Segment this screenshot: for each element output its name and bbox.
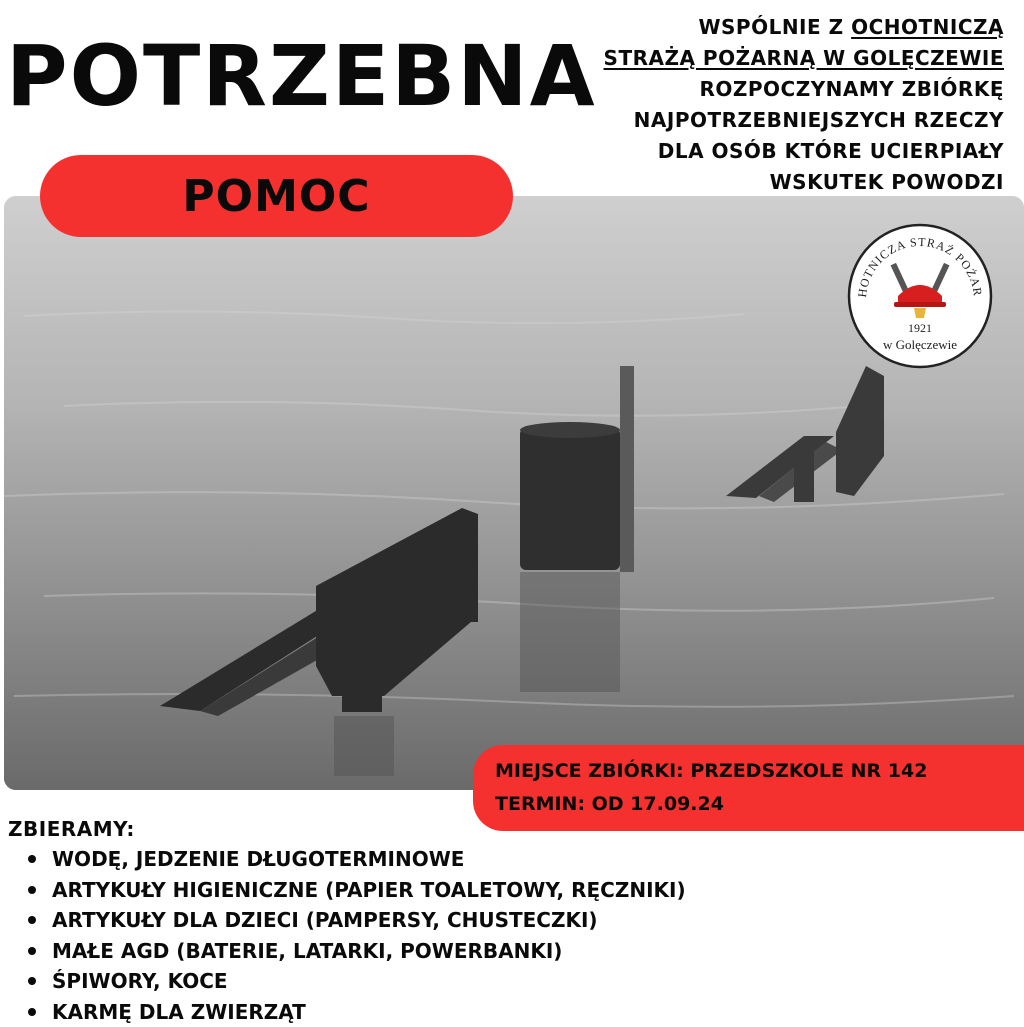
bullet-icon <box>28 855 36 863</box>
osp-link-part-1: OCHOTNICZĄ <box>851 15 1004 39</box>
bullet-icon <box>28 886 36 894</box>
list-item: ARTYKUŁY HIGIENICZNE (PAPIER TOALETOWY, RĘCZNIKI) <box>28 875 686 906</box>
list-item: MAŁE AGD (BATERIE, LATARKI, POWERBANKI) <box>28 936 686 967</box>
bullet-icon <box>28 1008 36 1016</box>
headline-title: POTRZEBNA <box>6 34 597 118</box>
bullet-icon <box>28 977 36 985</box>
collection-info-box <box>473 745 1024 831</box>
intro-line-2 <box>534 43 1004 74</box>
needs-list-section <box>8 814 686 1027</box>
intro-text <box>534 12 1004 198</box>
intro-line-5: DLA OSÓB KTÓRE UCIERPIAŁY <box>534 136 1004 167</box>
list-item: KARMĘ DLA ZWIERZĄT <box>28 997 686 1027</box>
pomoc-badge: POMOC <box>40 155 513 237</box>
needs-list <box>8 844 686 1027</box>
collection-term: TERMIN: OD 17.09.24 <box>495 788 1024 821</box>
bullet-icon <box>28 947 36 955</box>
seal-arc-text: HOTNICZA STRAŻ POŻAR <box>846 222 985 298</box>
intro-line-1: WSPÓLNIE Z OCHOTNICZĄ <box>534 12 1004 43</box>
fire-brigade-seal-icon <box>846 222 994 370</box>
needs-label: ZBIERAMY: <box>8 814 686 844</box>
seal-year: 1921 <box>908 321 932 335</box>
bullet-icon <box>28 916 36 924</box>
intro-line-6: WSKUTEK POWODZI <box>534 167 1004 198</box>
list-item: ŚPIWORY, KOCE <box>28 966 686 997</box>
intro-line-3: ROZPOCZYNAMY ZBIÓRKĘ <box>534 74 1004 105</box>
seal-place: w Golęczewie <box>883 337 957 352</box>
osp-link-part-2: STRAŻĄ POŻARNĄ W GOLĘCZEWIE <box>604 46 1004 70</box>
intro-line-4: NAJPOTRZEBNIEJSZYCH RZECZY <box>534 105 1004 136</box>
list-item: WODĘ, JEDZENIE DŁUGOTERMINOWE <box>28 844 686 875</box>
list-item: ARTYKUŁY DLA DZIECI (PAMPERSY, CHUSTECZKI) <box>28 905 686 936</box>
collection-place: MIEJSCE ZBIÓRKI: PRZEDSZKOLE NR 142 <box>495 755 1024 788</box>
